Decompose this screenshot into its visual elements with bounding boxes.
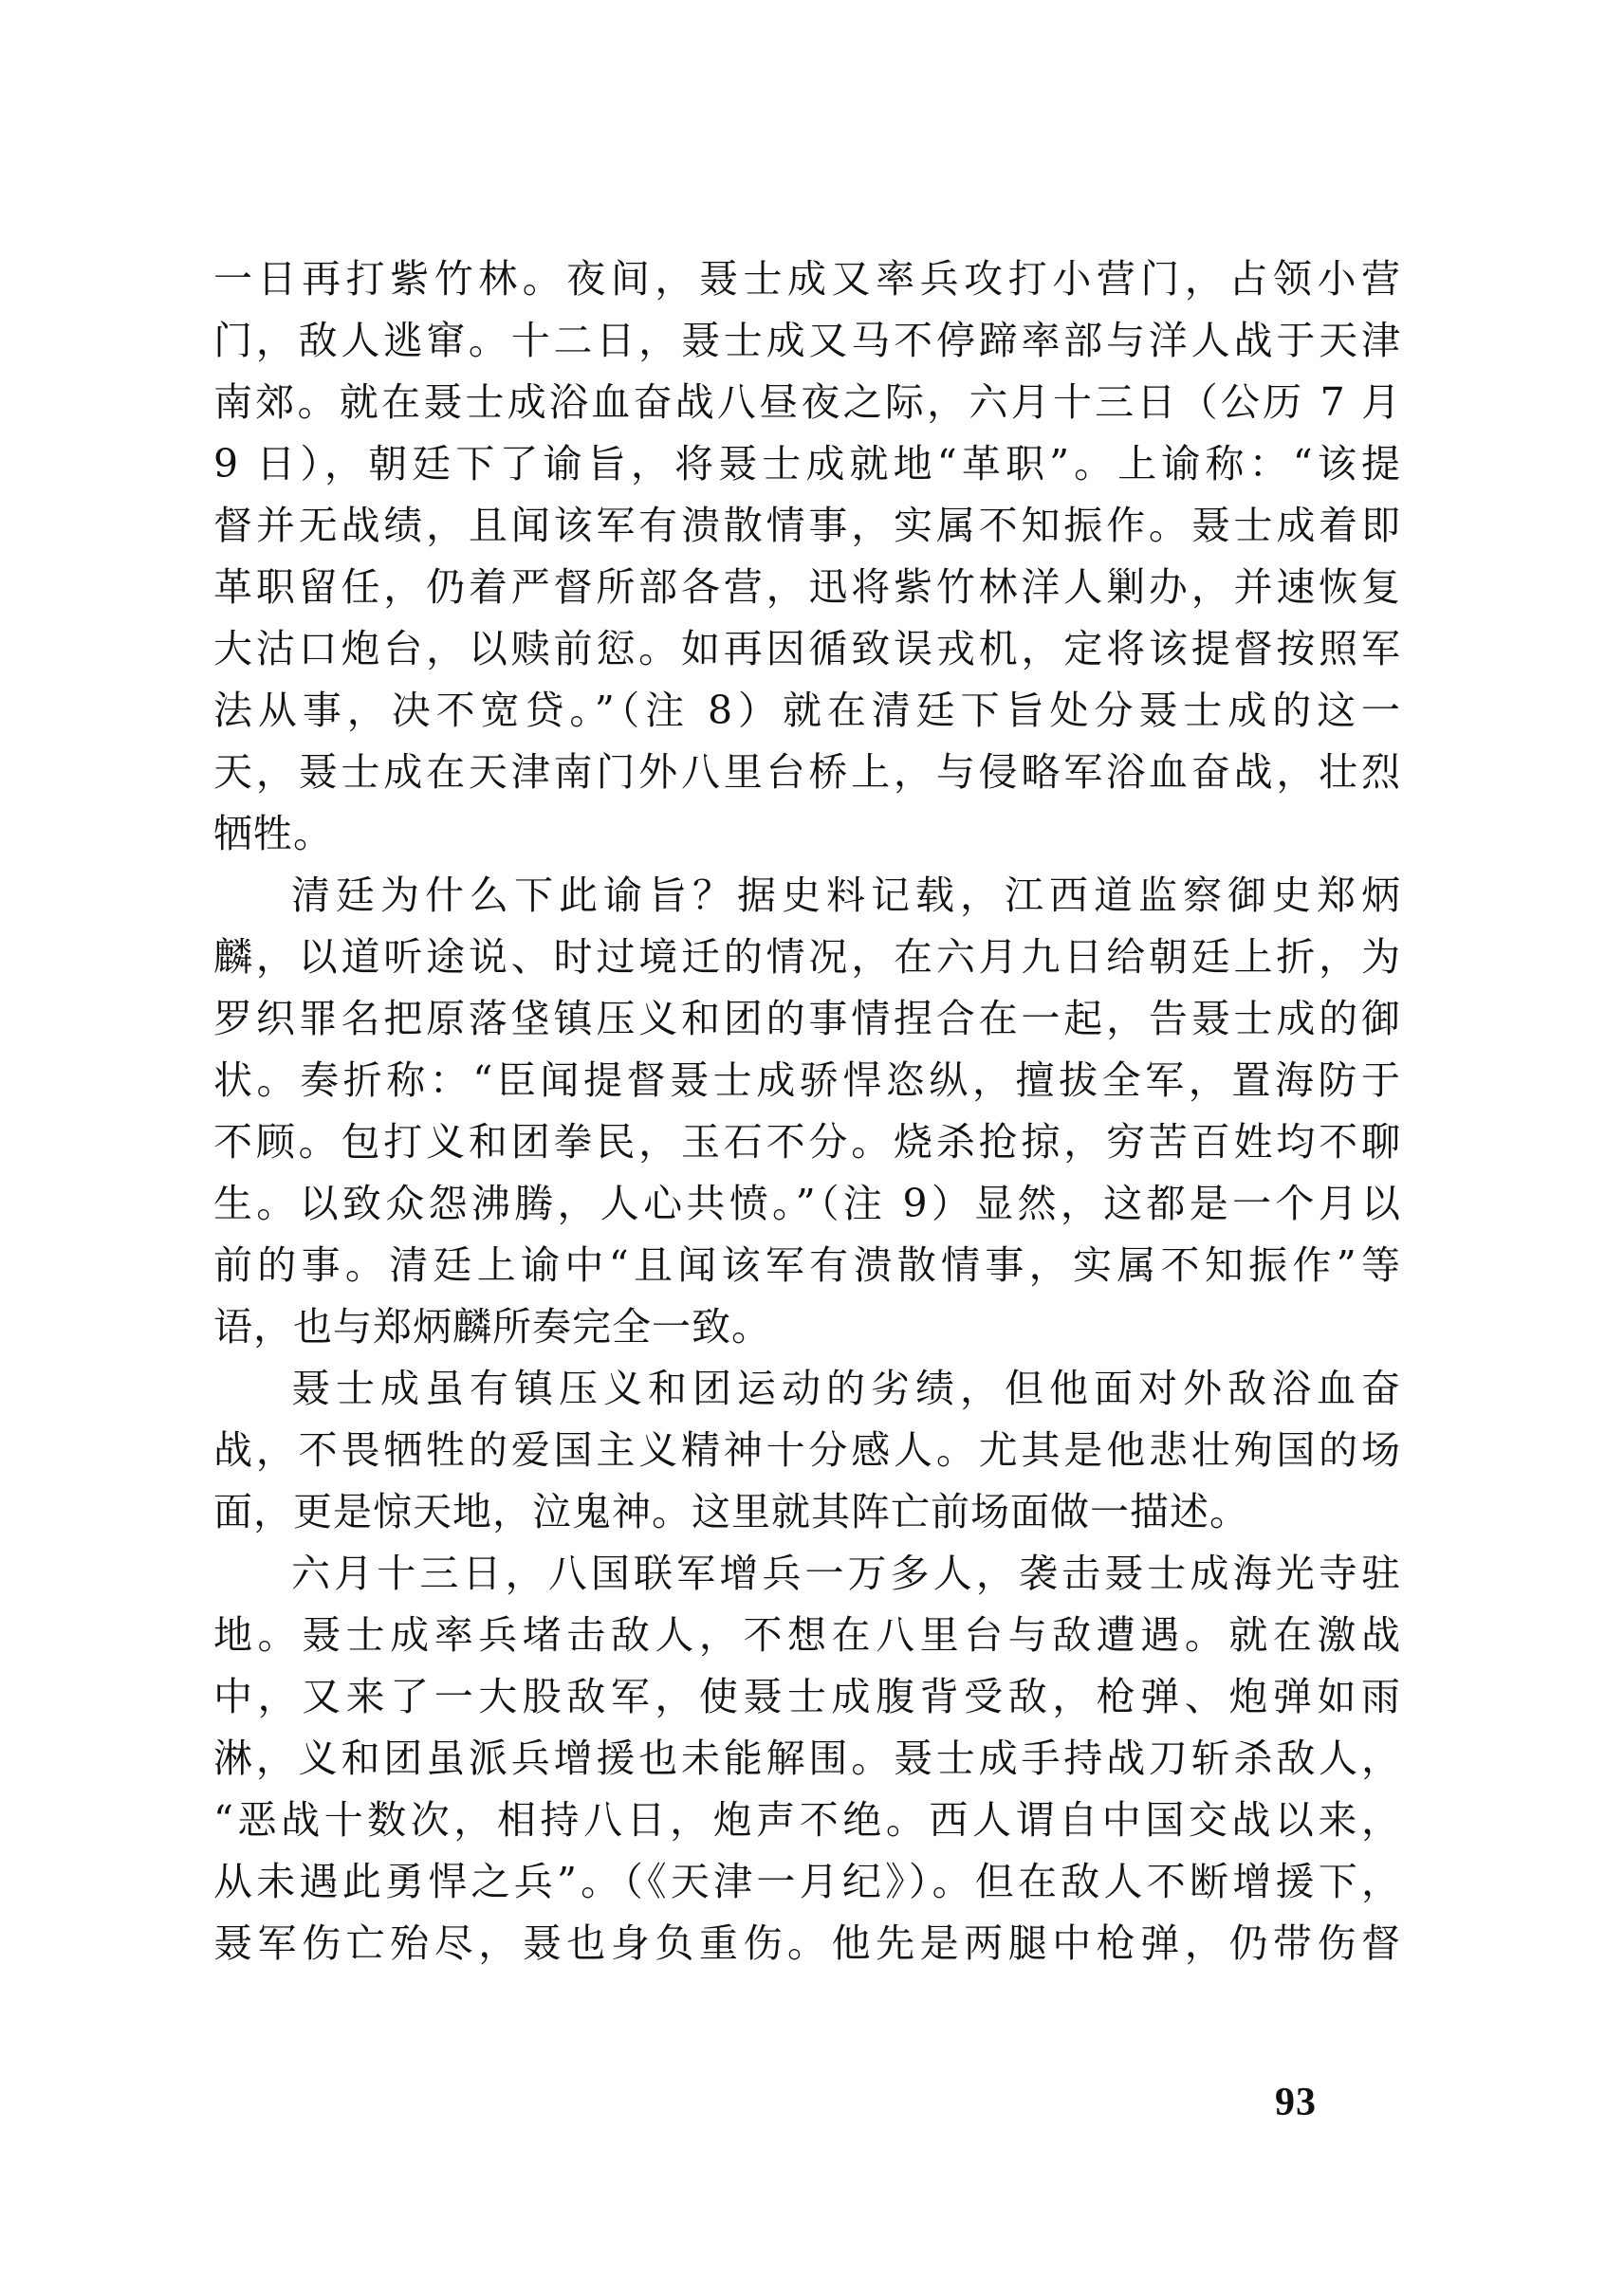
text-line: 天，聂士成在天津南门外八里台桥上，与侵略军浴血奋战，壮烈 [213, 749, 1401, 795]
text-line: “恶战十数次，相持八日，炮声不绝。西人谓自中国交战以来， [213, 1797, 1401, 1843]
text-line: 革职留任，仍着严督所部各营，迅将紫竹林洋人剿办，并速恢复 [213, 564, 1401, 610]
page-number: 93 [1275, 2081, 1317, 2124]
text-line: 法从事，决不宽贷。”（注 8）就在清廷下旨处分聂士成的这一 [213, 688, 1401, 733]
text-line: 中，又来了一大股敌军，使聂士成腹背受敌，枪弹、炮弹如雨 [213, 1674, 1401, 1719]
text-line: 面，更是惊天地，泣鬼神。这里就其阵亡前场面做一描述。 [213, 1489, 1249, 1534]
text-line: 不顾。包打义和团拳民，玉石不分。烧杀抢掠，穷苦百姓均不聊 [213, 1119, 1401, 1165]
text-line: 聂军伤亡殆尽，聂也身负重伤。他先是两腿中枪弹，仍带伤督 [213, 1920, 1401, 1966]
text-line: 生。以致众怨沸腾，人心共愤。”（注 9）显然，这都是一个月以 [213, 1181, 1401, 1226]
text-line: 9 日），朝廷下了谕旨，将聂士成就地“革职”。上谕称：“该提 [213, 441, 1401, 487]
text-line: 地。聂士成率兵堵击敌人，不想在八里台与敌遭遇。就在激战 [213, 1612, 1401, 1658]
text-line: 督并无战绩，且闻该军有溃散情事，实属不知振作。聂士成着即 [213, 503, 1401, 548]
body-text [213, 248, 1401, 1975]
text-line: 战，不畏牺牲的爱国主义精神十分感人。尤其是他悲壮殉国的场 [213, 1427, 1401, 1473]
text-line: 麟，以道听途说、时过境迁的情况，在六月九日给朝廷上折，为 [213, 934, 1401, 980]
text-line: 大沽口炮台，以赎前愆。如再因循致误戎机，定将该提督按照军 [213, 626, 1401, 671]
text-line: 状。奏折称：“臣闻提督聂士成骄悍恣纵，擅拔全军，置海防于 [213, 1057, 1401, 1103]
text-line: 淋，义和团虽派兵增援也未能解围。聂士成手持战刀斩杀敌人， [213, 1736, 1401, 1781]
text-line: 六月十三日，八国联军增兵一万多人，袭击聂士成海光寺驻 [291, 1551, 1401, 1596]
text-line: 前的事。清廷上谕中“且闻该军有溃散情事，实属不知振作”等 [213, 1242, 1401, 1288]
text-line: 从未遇此勇悍之兵”。（《天津一月纪》）。但在敌人不断增援下， [213, 1859, 1401, 1904]
text-line: 聂士成虽有镇压义和团运动的劣绩，但他面对外敌浴血奋 [291, 1366, 1401, 1411]
text-line: 南郊。就在聂士成浴血奋战八昼夜之际，六月十三日（公历 7 月 [213, 379, 1401, 425]
text-line: 牺牲。 [213, 811, 333, 856]
text-line: 语，也与郑炳麟所奏完全一致。 [213, 1304, 771, 1350]
text-line: 罗织罪名把原落垡镇压义和团的事情捏合在一起，告聂士成的御 [213, 996, 1401, 1041]
text-line: 一日再打紫竹林。夜间，聂士成又率兵攻打小营门，占领小营 [213, 256, 1401, 302]
text-line: 清廷为什么下此谕旨？据史料记载，江西道监察御史郑炳 [291, 872, 1401, 918]
text-line: 门，敌人逃窜。十二日，聂士成又马不停蹄率部与洋人战于天津 [213, 318, 1401, 363]
